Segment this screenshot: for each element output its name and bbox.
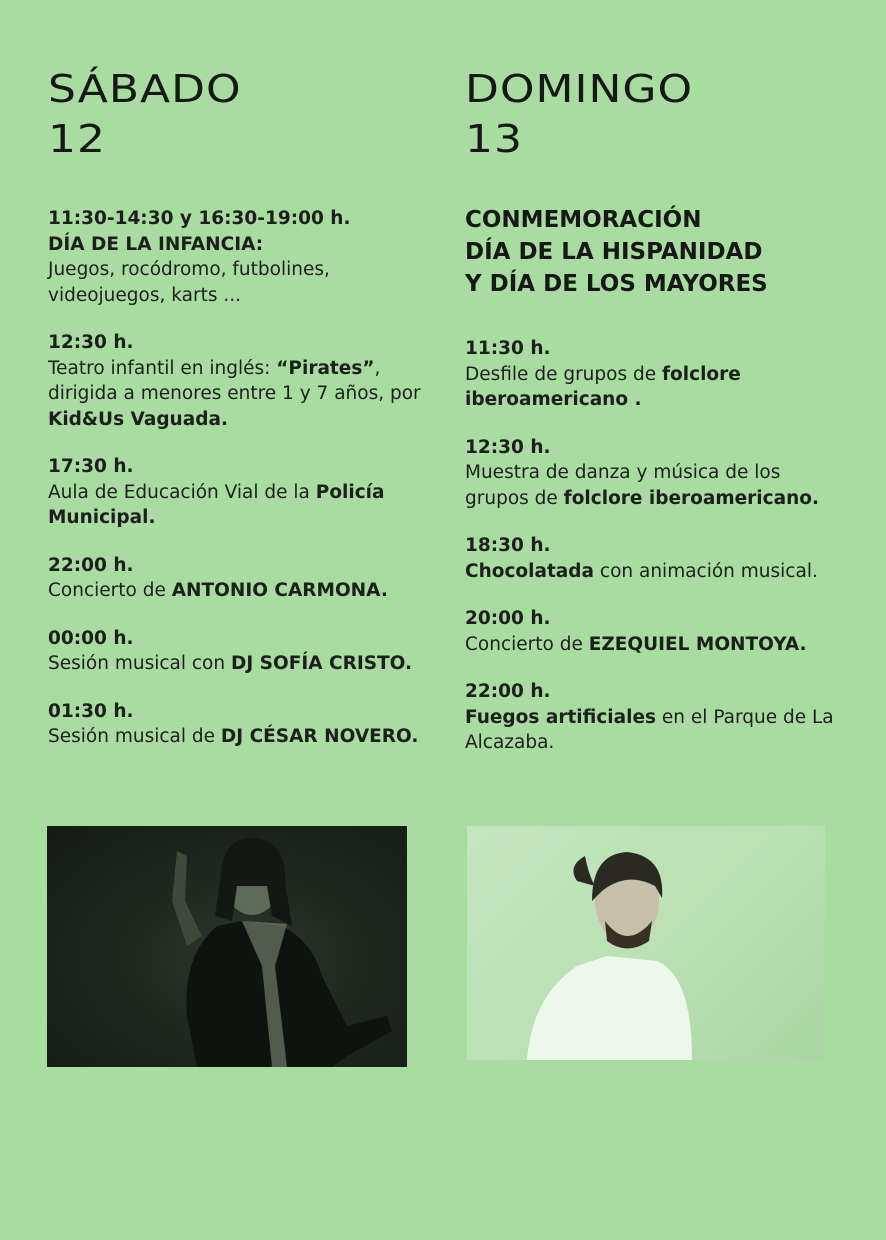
event-highlight: DÍA DE LA INFANCIA: <box>48 233 264 255</box>
event-time: 01:30 h. <box>48 700 134 722</box>
event-time: 22:00 h. <box>465 681 551 702</box>
event-description <box>48 578 428 604</box>
ezequiel-montoya-photo <box>467 826 825 1060</box>
sunday-column <box>465 67 845 753</box>
performer-photo <box>47 826 407 1067</box>
event-highlight: “Pirates” <box>276 357 375 379</box>
day-title: DOMINGO <box>465 67 694 112</box>
event-text: , dirigida a menores entre 1 y 7 años, por <box>48 357 421 404</box>
event-time: 11:30-14:30 y 16:30-19:00 h. <box>48 208 351 229</box>
event-highlight: Chocolatada <box>465 560 595 582</box>
event-highlight: Fuegos artificiales <box>465 706 657 728</box>
headline-line: Y DÍA DE LOS MAYORES <box>465 271 768 297</box>
schedule-item <box>465 533 845 584</box>
schedule-item <box>465 606 845 657</box>
event-text: Concierto de <box>465 633 589 655</box>
performer-photo <box>467 826 825 1060</box>
event-text: Sesión musical de <box>48 726 221 747</box>
schedule-item <box>48 699 428 750</box>
event-text: Concierto de <box>48 580 172 601</box>
saturday-events <box>48 206 428 772</box>
schedule-item <box>48 206 428 308</box>
event-text: Juegos, rocódromo, futbolines, videojuegos, karts ... <box>48 259 330 306</box>
event-description <box>465 632 845 658</box>
day-number: 13 <box>465 117 523 162</box>
schedule-item <box>48 553 428 604</box>
event-text: Desfile de grupos de <box>465 363 662 385</box>
headline-line: DÍA DE LA HISPANIDAD <box>465 239 763 265</box>
event-description <box>48 651 428 677</box>
event-description <box>465 460 845 511</box>
event-text: Sesión musical con <box>48 653 231 674</box>
day-number: 12 <box>48 117 106 162</box>
event-text: Aula de Educación Vial de la <box>48 481 316 503</box>
event-description <box>465 362 845 413</box>
schedule-item <box>48 454 428 531</box>
day-title: SÁBADO <box>48 67 242 112</box>
event-text: en el Parque de La Alcazaba. <box>465 706 834 753</box>
event-description <box>465 559 845 585</box>
event-description <box>465 705 845 756</box>
event-time: 17:30 h. <box>48 456 134 477</box>
saturday-column <box>48 67 428 747</box>
antonio-carmona-photo <box>47 826 407 1067</box>
event-description <box>48 356 428 433</box>
event-time: 12:30 h. <box>48 332 134 353</box>
event-time: 12:30 h. <box>465 436 551 458</box>
event-highlight: folclore iberoamericano. <box>563 487 819 509</box>
event-time: 18:30 h. <box>465 535 551 556</box>
event-highlight: Policía Municipal. <box>48 481 385 528</box>
event-highlight: ANTONIO CARMONA. <box>171 580 388 601</box>
event-description <box>48 232 428 309</box>
event-time: 00:00 h. <box>48 627 134 649</box>
event-description <box>48 480 428 531</box>
event-highlight: Kid&Us Vaguada. <box>48 408 228 430</box>
event-time: 20:00 h. <box>465 608 551 629</box>
headline-line: CONMEMORACIÓN <box>465 207 702 233</box>
event-text: Muestra de danza y música de los grupos de <box>465 462 781 509</box>
event-description <box>48 724 428 750</box>
schedule-item <box>465 679 845 756</box>
event-highlight: EZEQUIEL MONTOYA. <box>588 633 807 655</box>
event-highlight: DJ CÉSAR NOVERO. <box>220 726 419 747</box>
schedule-item <box>48 626 428 677</box>
schedule-item <box>465 435 845 512</box>
sunday-events <box>465 204 845 778</box>
event-highlight: DJ SOFÍA CRISTO. <box>230 653 412 674</box>
event-text: Teatro infantil en inglés: <box>48 357 277 379</box>
schedule-item <box>48 330 428 432</box>
event-highlight: folclore iberoamericano . <box>465 363 741 410</box>
event-time: 22:00 h. <box>48 554 134 576</box>
event-headline <box>465 204 845 300</box>
schedule-item <box>465 336 845 413</box>
event-time: 11:30 h. <box>465 338 551 359</box>
event-text: con animación musical. <box>594 560 818 582</box>
